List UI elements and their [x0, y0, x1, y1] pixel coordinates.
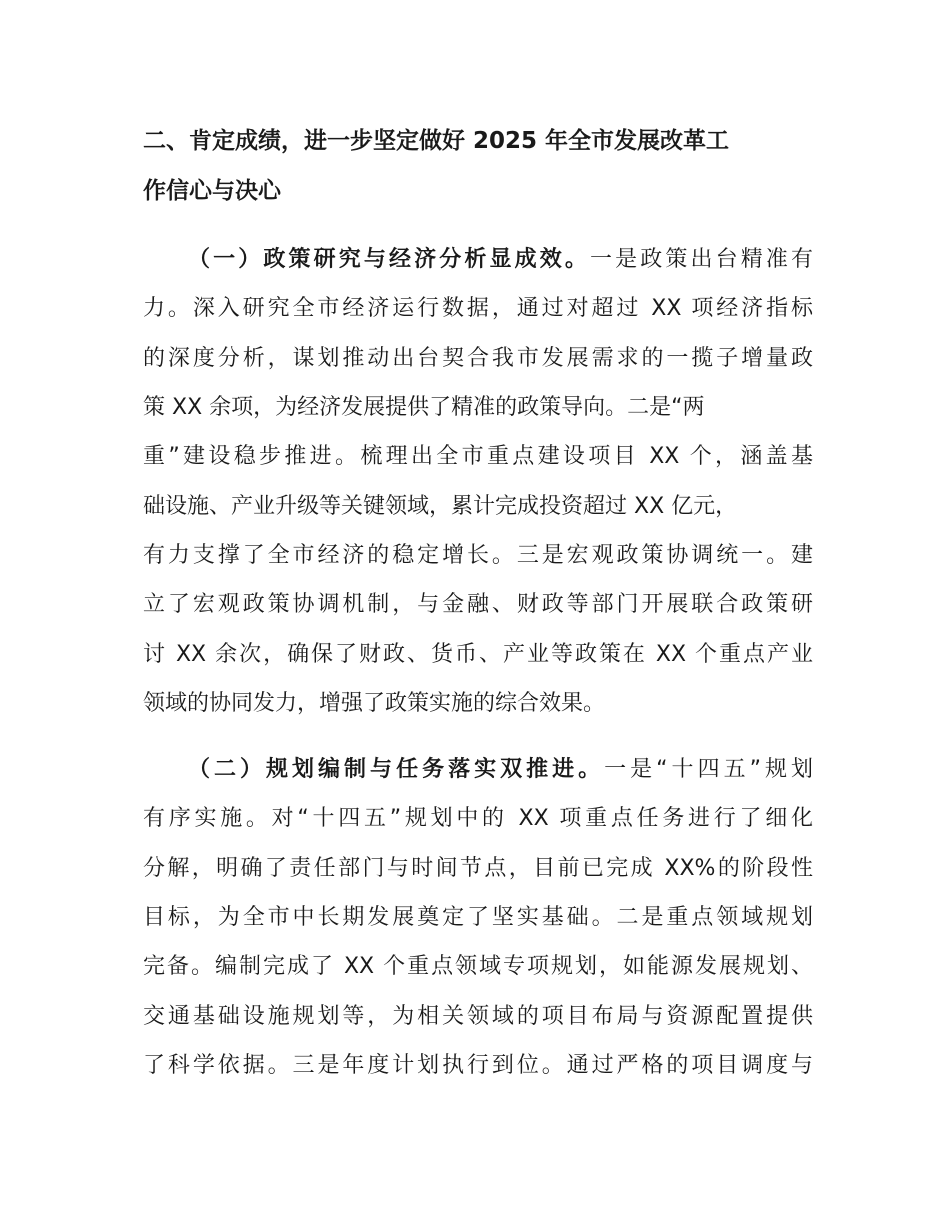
- paragraph-1-line-9: 讨 XX 余次，确保了财政、货币、产业等政策在 XX 个重点产业: [143, 642, 813, 667]
- section-heading-line-1: 二、肯定成绩，进一步坚定做好 2025 年全市发展改革工: [143, 128, 730, 154]
- paragraph-1-line-6: 础设施、产业升级等关键领域，累计完成投资超过 XX 亿元，: [143, 494, 738, 519]
- paragraph-1-line-8: 立了宏观政策协调机制，与金融、财政等部门开展联合政策研: [143, 592, 813, 617]
- section-heading-line-2: 作信心与决心: [143, 178, 281, 204]
- paragraph-1-line-4: 策 XX 余项，为经济发展提供了精准的政策导向。二是“两: [143, 395, 705, 420]
- paragraph-1-line-2: 力。深入研究全市经济运行数据，通过对超过 XX 项经济指标: [143, 296, 813, 321]
- paragraph-2-line-5: 完备。编制完成了 XX 个重点领域专项规划，如能源发展规划、: [143, 954, 813, 979]
- paragraph-2-line-4: 目标，为全市中长期发展奠定了坚实基础。二是重点领域规划: [143, 905, 813, 930]
- paragraph-1-line-5: 重”建设稳步推进。梳理出全市重点建设项目 XX 个，涵盖基: [143, 444, 813, 469]
- paragraph-2-lead: （二）规划编制与任务落实双推进。: [188, 757, 605, 782]
- paragraph-2-line-3: 分解，明确了责任部门与时间节点，目前已完成 XX%的阶段性: [143, 856, 813, 881]
- paragraph-2-line-2: 有序实施。对“十四五”规划中的 XX 项重点任务进行了细化: [143, 806, 813, 831]
- paragraph-1-lead: （一）政策研究与经济分析显成效。: [188, 247, 590, 272]
- paragraph-2-line-1: [188, 755, 813, 785]
- paragraph-2-text: 一是“十四五”规划: [604, 757, 813, 782]
- paragraph-2-line-7: 了科学依据。三是年度计划执行到位。通过严格的项目调度与: [143, 1053, 813, 1078]
- paragraph-1-line-1: [188, 245, 813, 275]
- paragraph-2-line-6: 交通基础设施规划等，为相关领域的项目布局与资源配置提供: [143, 1004, 813, 1029]
- paragraph-1-text: 一是政策出台精准有: [589, 247, 813, 272]
- paragraph-1-line-10: 领域的协同发力，增强了政策实施的综合效果。: [143, 691, 606, 716]
- paragraph-1-line-3: 的深度分析，谋划推动出台契合我市发展需求的一揽子增量政: [143, 346, 813, 371]
- paragraph-1-line-7: 有力支撑了全市经济的稳定增长。三是宏观政策协调统一。建: [143, 543, 813, 568]
